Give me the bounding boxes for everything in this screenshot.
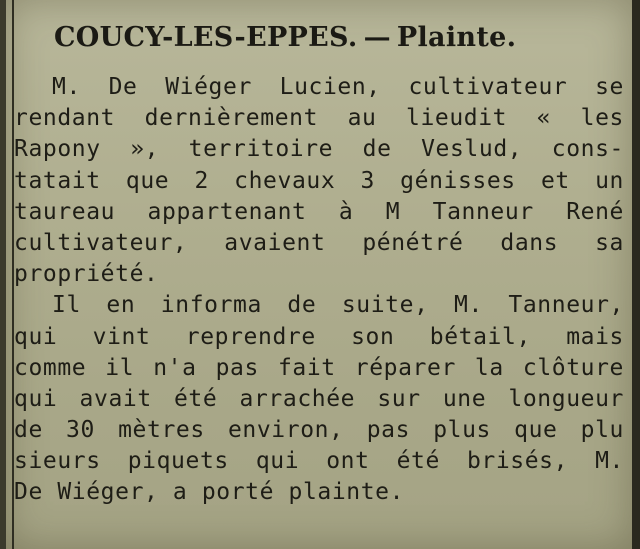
text-line: de 30 mètres environ, pas plus que plu xyxy=(14,417,624,444)
headline-topic: Plainte. xyxy=(396,22,517,53)
paragraph-1 xyxy=(14,72,624,290)
newspaper-clipping xyxy=(6,0,632,549)
article-headline xyxy=(54,22,614,53)
headline-separator: — xyxy=(363,22,391,53)
article-body xyxy=(14,72,624,509)
text-line: Il en informa de suite, M. Tanneur, xyxy=(52,292,624,319)
text-line: qui vint reprendre son bétail, mais xyxy=(14,323,624,350)
text-line: comme il n'a pas fait réparer la clôture xyxy=(14,354,624,381)
headline-place: COUCY-LES-EPPES. xyxy=(54,22,358,53)
paragraph-2 xyxy=(14,290,624,508)
text-line: Rapony », territoire de Veslud, cons- xyxy=(14,136,624,163)
text-line: sieurs piquets qui ont été brisés, M. xyxy=(14,448,624,475)
text-line: rendant dernièrement au lieudit « les xyxy=(14,105,624,132)
text-line: cultivateur, avaient pénétré dans sa xyxy=(14,229,624,256)
text-line: M. De Wiéger Lucien, cultivateur se xyxy=(52,74,624,100)
text-line: taureau appartenant à M Tanneur René xyxy=(14,198,624,225)
text-line: De Wiéger, a porté plainte. xyxy=(14,479,405,506)
text-line: propriété. xyxy=(14,261,159,288)
text-line: tatait que 2 chevaux 3 génisses et un xyxy=(14,167,624,194)
text-line: qui avait été arrachée sur une longueur xyxy=(14,385,624,412)
clipping-edge xyxy=(632,0,640,549)
